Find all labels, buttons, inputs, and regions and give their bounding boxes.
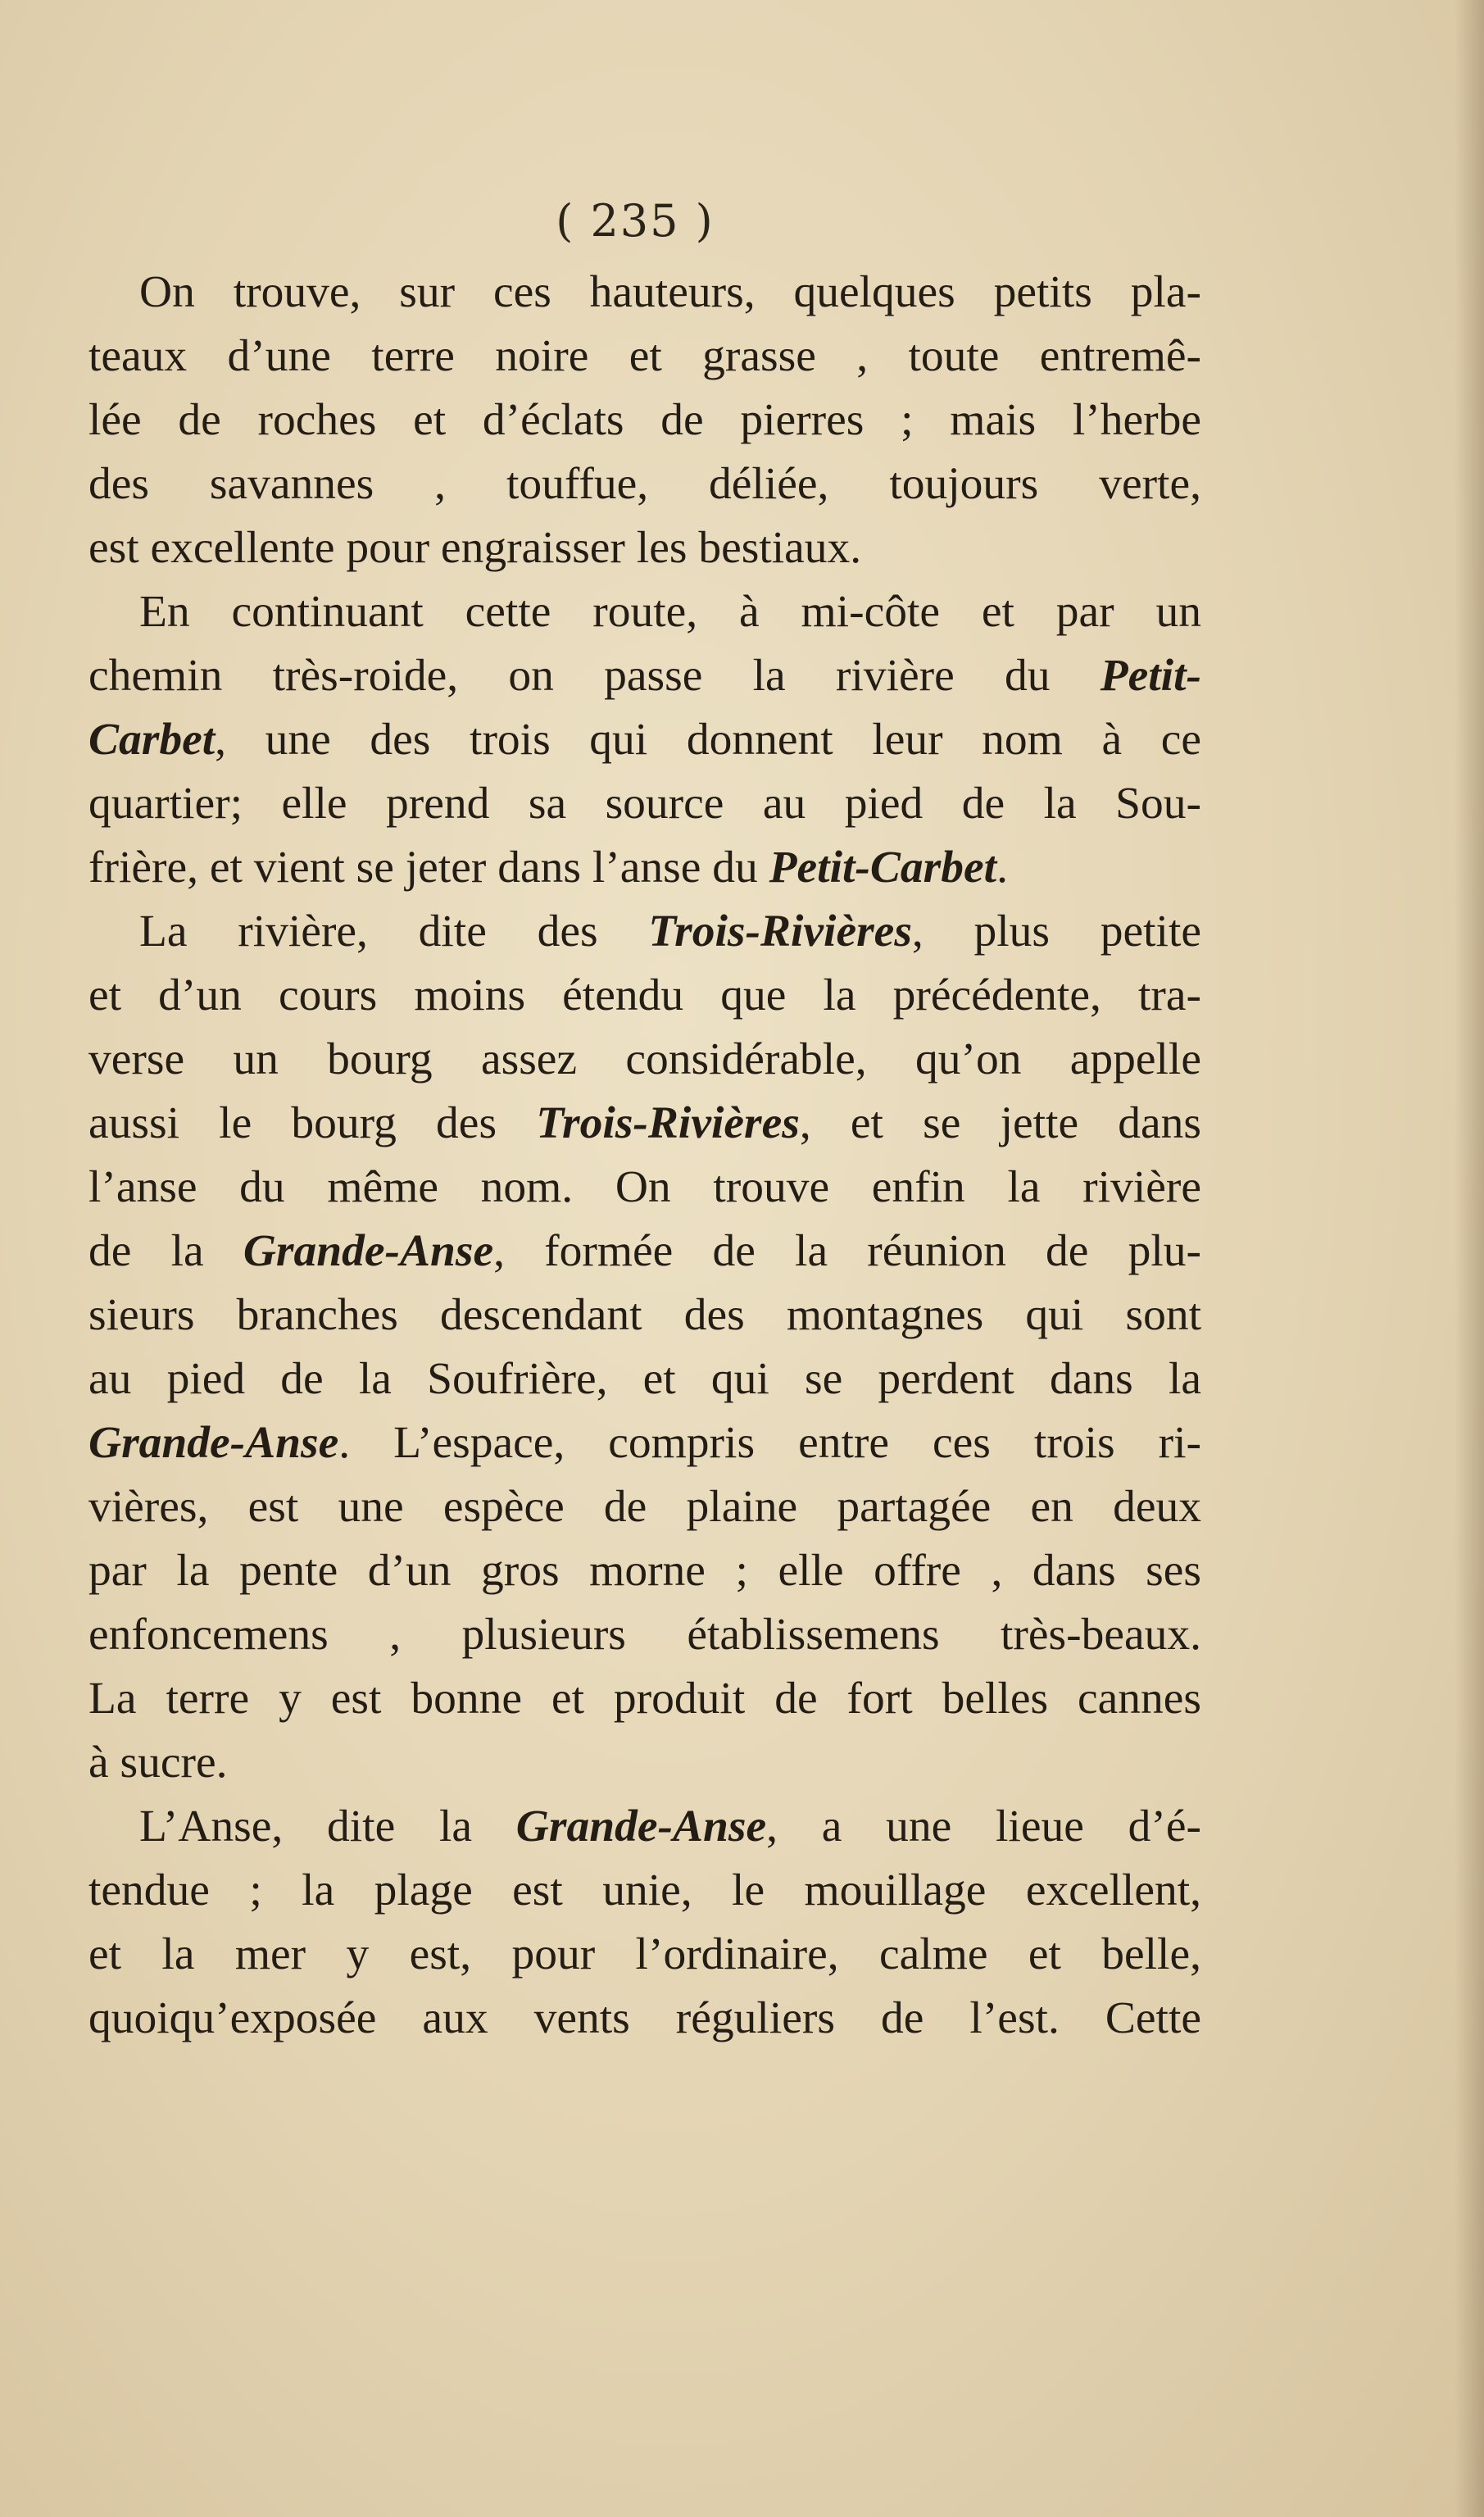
text-line: [88, 964, 1201, 1028]
text-line: [88, 1987, 1201, 2051]
text-run: tendue ; la plage est unie, le mouillage excellent,: [88, 1865, 1201, 1915]
italic-place-name: Petit-: [1100, 651, 1201, 701]
text-line: [88, 1667, 1201, 1731]
text-line: [88, 325, 1201, 388]
text-run: quoiqu’exposée aux vents réguliers de l’est. Cette: [88, 1993, 1201, 2043]
text-run: enfoncemens , plusieurs établissemens très-beaux.: [88, 1610, 1201, 1660]
text-line: [88, 1795, 1201, 1859]
text-line: [88, 1539, 1201, 1603]
text-run: et d’un cours moins étendu que la précédente, tra-: [88, 970, 1201, 1020]
text-run: L’Anse, dite la: [139, 1801, 516, 1851]
text-run: par la pente d’un gros morne ; elle offre , dans ses: [88, 1546, 1201, 1596]
text-line: [88, 1923, 1201, 1987]
text-line: [88, 1092, 1201, 1156]
text-line: [88, 708, 1201, 772]
text-run: aussi le bourg des: [88, 1098, 537, 1148]
text-run: frière, et vient se jeter dans l’anse du: [88, 843, 769, 893]
text-run: . L’espace, compris entre ces trois ri-: [338, 1418, 1201, 1468]
text-run: verse un bourg assez considérable, qu’on appelle: [88, 1034, 1201, 1084]
text-line: [88, 1028, 1201, 1092]
text-run: quartier; elle prend sa source au pied de la Sou-: [88, 779, 1201, 829]
text-run: teaux d’une terre noire et grasse , toute entremê-: [88, 331, 1201, 381]
italic-place-name: Grande-Anse: [243, 1226, 494, 1276]
text-line: [88, 1283, 1201, 1347]
text-run: lée de roches et d’éclats de pierres ; mais l’herbe: [88, 395, 1201, 445]
text-line: [88, 1603, 1201, 1667]
text-run: de la: [88, 1226, 243, 1276]
text-line: [88, 516, 1201, 580]
text-line: [88, 1347, 1201, 1411]
text-run: En continuant cette route, à mi-côte et par un: [139, 587, 1201, 637]
italic-place-name: Carbet: [88, 715, 216, 765]
text-line: [88, 1220, 1201, 1283]
text-run: vières, est une espèce de plaine partagée en deux: [88, 1482, 1201, 1532]
text-run: La terre y est bonne et produit de fort belles cannes: [88, 1674, 1201, 1724]
italic-place-name: Grande-Anse: [515, 1801, 767, 1851]
text-run: à sucre.: [88, 1738, 228, 1788]
text-run: .: [996, 843, 1008, 893]
text-run: , une des trois qui donnent leur nom à ce: [215, 715, 1201, 765]
text-line: [88, 1475, 1201, 1539]
text-run: , et se jette dans: [799, 1098, 1201, 1148]
text-run: des savannes , touffue, déliée, toujours verte,: [88, 459, 1201, 509]
text-line: [88, 772, 1201, 836]
text-run: sieurs branches descendant des montagnes qui sont: [88, 1290, 1201, 1340]
text-run: l’anse du même nom. On trouve enfin la rivière: [88, 1162, 1201, 1212]
text-run: On trouve, sur ces hauteurs, quelques petits pla-: [139, 267, 1201, 317]
text-run: La rivière, dite des: [139, 906, 649, 956]
text-run: chemin très-roide, on passe la rivière du: [88, 651, 1101, 701]
italic-place-name: Petit-Carbet: [769, 843, 997, 893]
italic-place-name: Trois-Rivières: [536, 1098, 800, 1148]
text-run: est excellente pour engraisser les bestiaux.: [88, 523, 862, 573]
page-number: ( 235 ): [556, 195, 715, 247]
body-text: [88, 261, 1201, 2051]
text-line: [88, 836, 1201, 900]
text-line: [88, 644, 1201, 708]
text-run: , plus petite: [911, 906, 1202, 956]
text-line: [88, 452, 1201, 516]
text-run: au pied de la Soufrière, et qui se perdent dans la: [88, 1354, 1201, 1404]
text-run: , formée de la réunion de plu-: [493, 1226, 1201, 1276]
text-line: [88, 900, 1201, 964]
text-line: [88, 1731, 1201, 1795]
italic-place-name: Grande-Anse: [88, 1418, 339, 1468]
page-edge-shadow: [1455, 0, 1484, 2517]
text-run: et la mer y est, pour l’ordinaire, calme et belle,: [88, 1929, 1201, 1979]
text-line: [88, 580, 1201, 644]
text-line: [88, 388, 1201, 452]
text-line: [88, 261, 1201, 325]
text-line: [88, 1859, 1201, 1923]
text-line: [88, 1156, 1201, 1220]
text-run: , a une lieue d’é-: [766, 1801, 1201, 1851]
italic-place-name: Trois-Rivières: [648, 906, 912, 956]
text-line: [88, 1411, 1201, 1475]
